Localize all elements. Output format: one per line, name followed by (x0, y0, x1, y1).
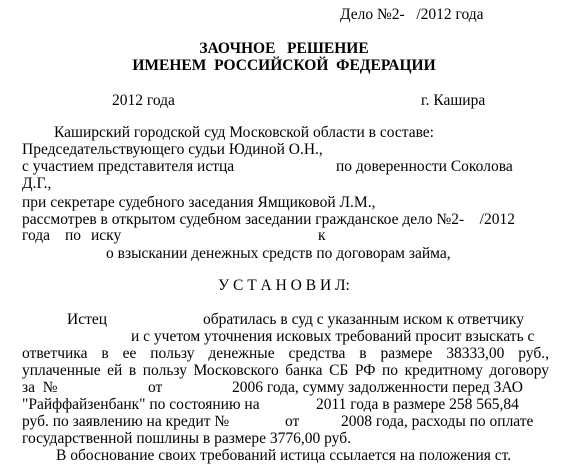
claim-subject: о взыскании денежных средств по договорам займа, (106, 245, 451, 262)
loan-application: руб. по заявлению на кредит № (22, 413, 230, 430)
claim-to: к (318, 227, 326, 244)
plaintiff-rep-initials: Д.Г., (22, 175, 52, 192)
application-date-costs: 2008 года, расходы по оплате (341, 413, 534, 430)
court-secretary: при секретаре судебного заседания Ямщиковой Л.М., (22, 194, 376, 211)
agreement-date-debt: 2006 года, сумму задолженности перед ЗАО (232, 379, 523, 396)
plaintiff-rep-end: по доверенности Соколова (336, 158, 513, 175)
claim-year: года (22, 227, 51, 244)
credit-agreement: уплаченные ей в пользу Московского банка СБ РФ по кредитному договору (22, 362, 549, 379)
case-considered: рассмотрев в открытом судебном заседании гражданское дело №2- /2012 (22, 211, 515, 228)
court-composition: Каширский городской суд Московской области в составе: (54, 124, 434, 141)
plaintiff-rep-start: с участием представителя истца (22, 158, 235, 175)
agreement-from: от (148, 379, 163, 396)
claims-clarified: и с учетом уточнения исковых требований просит взыскать с (131, 328, 535, 345)
claim-by: по (65, 227, 82, 244)
established-heading: У С Т А Н О В И Л: (218, 277, 350, 294)
decision-year: 2012 года (112, 92, 175, 109)
plaintiff-filed: обратилась в суд с указанным иском к ответчику (203, 311, 524, 328)
title-line-2: ИМЕНЕМ РОССИЙСКОЙ ФЕДЕРАЦИИ (132, 57, 436, 74)
claim-suit: иску (91, 227, 122, 244)
title-line-1: ЗАОЧНОЕ РЕШЕНИЕ (199, 40, 369, 57)
agreement-number: за № (22, 379, 58, 396)
state-fee: государственной пошлины в размере 3776,00 руб. (22, 430, 351, 447)
presiding-judge: Председательствующего судьи Юдиной О.Н., (22, 141, 323, 158)
debt-amount: 2011 года в размере 258 565,84 (316, 396, 519, 413)
case-number: Дело №2- /2012 года (340, 6, 484, 23)
application-from: от (285, 413, 300, 430)
justification: В обоснование своих требований истица ссылается на положения ст. (56, 447, 512, 464)
decision-city: г. Кашира (421, 92, 486, 109)
amount-claimed: ответчика в ее пользу денежные средства в размере 38333,00 руб., (22, 345, 549, 362)
bank-name: "Райффайзенбанк" по состоянию на (22, 396, 260, 413)
plaintiff-label: Истец (67, 311, 108, 328)
